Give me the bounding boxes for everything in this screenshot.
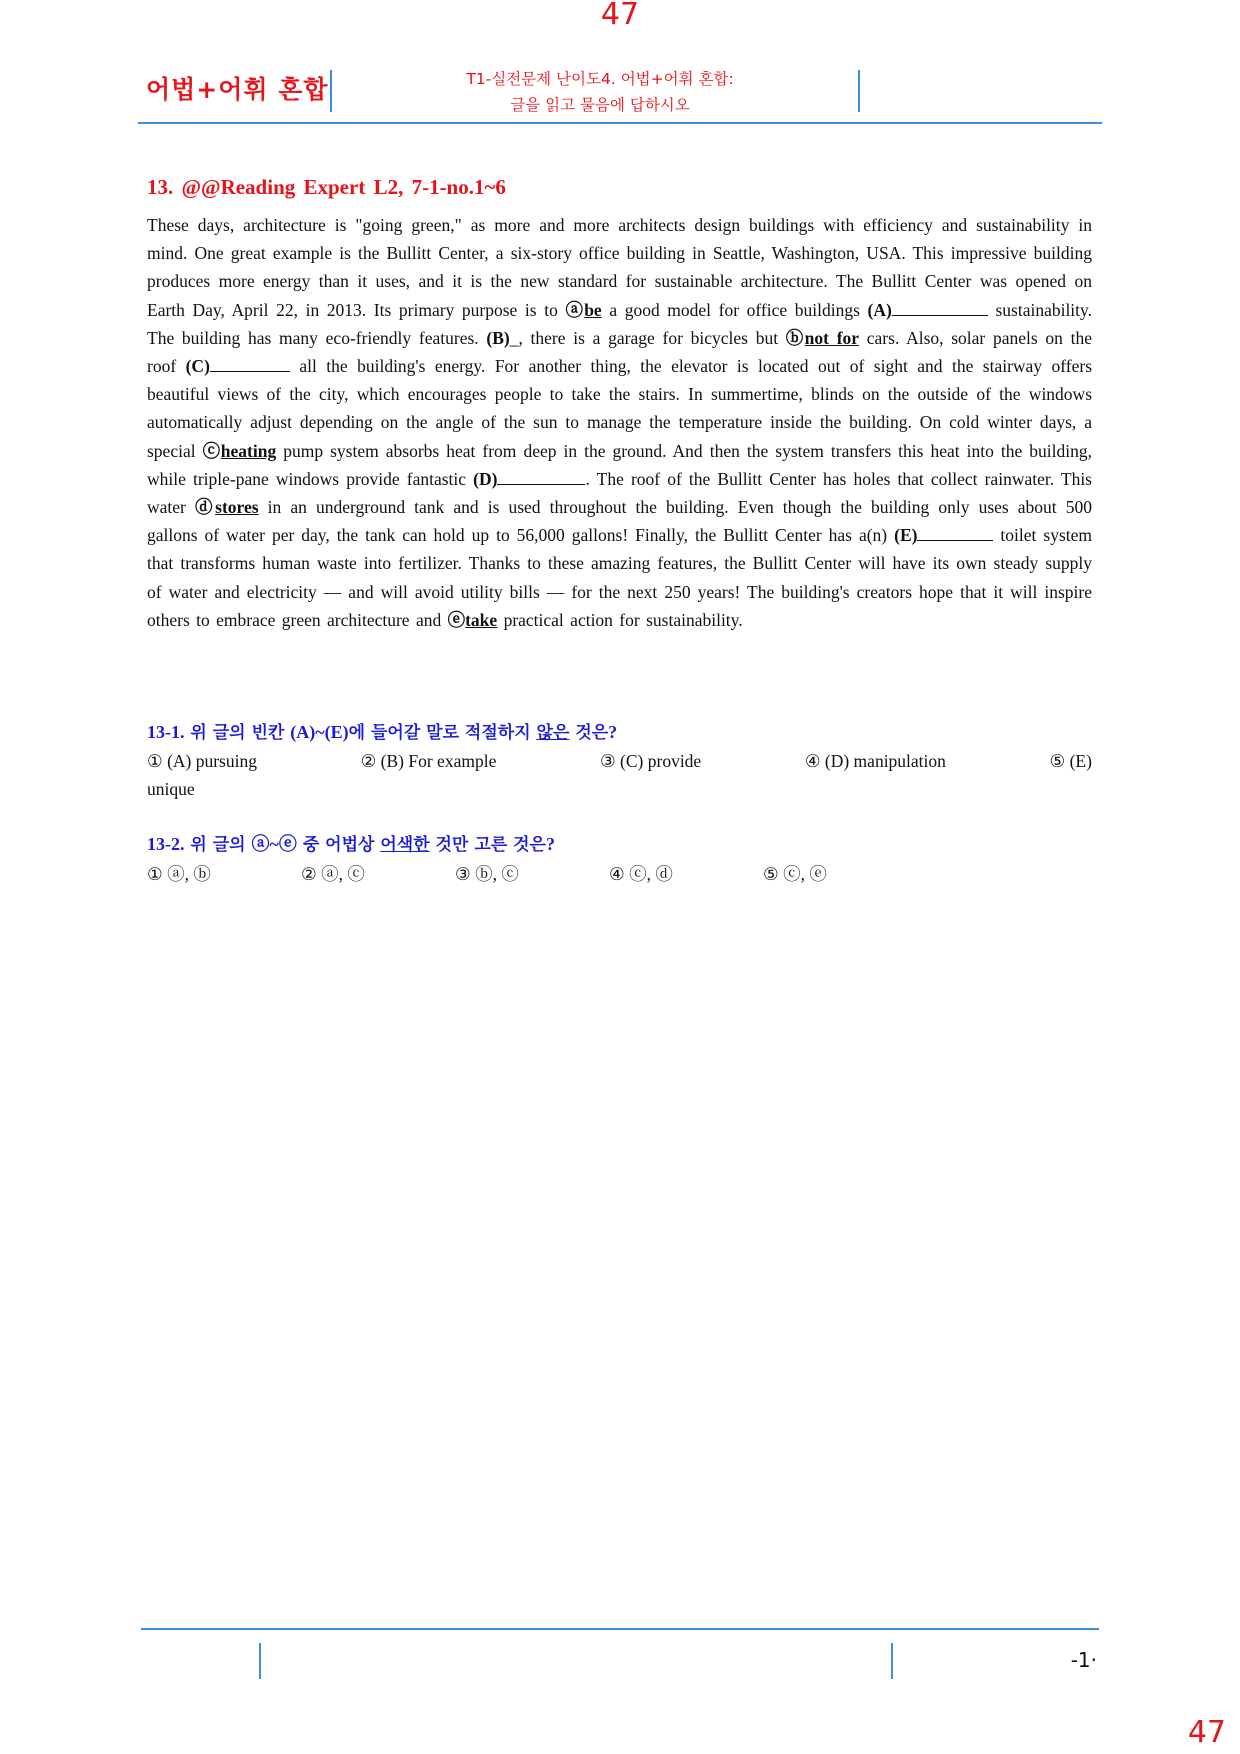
question-emphasis: 어색한 — [380, 835, 430, 855]
options-row — [147, 860, 1092, 888]
target-word-b: not for — [804, 327, 860, 348]
target-word-e: take — [465, 609, 498, 630]
blank-label-A: (A) — [867, 299, 892, 320]
blank-label-E: (E) — [894, 525, 918, 546]
option-5-continued: unique — [147, 779, 195, 799]
reading-passage — [147, 211, 1092, 634]
blank-label-D: (D) — [473, 468, 498, 489]
question-range: ⓐ~ⓔ — [251, 834, 297, 854]
marker-a: ⓐ — [565, 299, 585, 320]
passage-text: sustainability. The building has many eco-friendly features. — [147, 299, 1093, 348]
passage-text: practical action for sustainability. — [497, 609, 743, 630]
header-description-line1: T1-실전문제 난이도4. 어법+어휘 혼합: — [466, 70, 734, 88]
blank-label-B: (B) — [486, 327, 510, 348]
question-text: 것만 고른 것은 — [429, 835, 546, 855]
option-2[interactable]: ② ⓐ, ⓒ — [301, 864, 365, 884]
blank-C — [210, 353, 290, 372]
header-category-title: 어법+어휘 혼합 — [146, 75, 329, 104]
options-row — [147, 747, 1092, 775]
question-mark: ? — [608, 722, 618, 742]
question-text: 중 어법상 — [296, 835, 381, 855]
passage-text: a good model for office buildings — [601, 299, 868, 320]
footer-divider-left — [259, 1643, 261, 1679]
marker-c: ⓒ — [202, 440, 221, 461]
marker-e: ⓔ — [447, 609, 466, 630]
target-word-d: stores — [215, 497, 259, 518]
passage-text: These days, architecture is "going green," as more and more architects design buildings with efficiency and sustainability in mind. One great example is the Bullitt Center, a six-story office building in Seattle, Washington, USA. This impressive building produces more energy than it uses, and it is the new standard for sustainable architecture. The Bullitt Center was opened on Earth Day, April 22, in 2013. Its primary purpose is to — [147, 215, 1092, 320]
blank-D — [497, 466, 585, 485]
marker-b: ⓑ — [785, 327, 805, 348]
option-1[interactable]: ① ⓐ, ⓑ — [147, 864, 211, 884]
passage-text: in an underground tank and is used throughout the building. Even though the building only uses about 500 gallons of water per day, the tank can hold up to 56,000 gallons! Finally, the Bullitt Center has a(n) — [147, 497, 1092, 546]
question-13-2 — [147, 830, 555, 859]
footer-divider-right — [891, 1643, 893, 1679]
question-text: 에 들어갈 말로 적절하지 — [348, 723, 537, 743]
footer-rule — [141, 1628, 1099, 1630]
header-rule — [138, 122, 1102, 124]
answer-options-13-1 — [147, 747, 1092, 803]
target-word-a: be — [584, 299, 602, 320]
question-text: 것은 — [569, 723, 609, 743]
page-number-bottom: 47 — [1187, 1715, 1226, 1750]
option-4[interactable]: ④ (D) manipulation — [804, 751, 946, 771]
blank-E — [917, 522, 993, 541]
passage-text: all the building's energy. For another thing, the elevator is located out of sight and the stairway offers beautiful views of the city, which encourages people to take the stairs. In summertime, blinds on the outside of the windows automatically adjust depending on the angle of the sun to manage the temperature inside the building. On cold winter days, a special — [147, 356, 1093, 461]
question-text: 위 글의 — [184, 835, 252, 855]
option-3[interactable]: ③ (C) provide — [599, 751, 702, 771]
option-5[interactable]: ⑤ (E) — [1049, 751, 1092, 771]
target-word-c: heating — [220, 440, 277, 461]
passage-text: pump system absorbs heat from deep in the ground. And then the system transfers this heat into the building, while triple-pane windows provide fantastic — [147, 440, 1092, 489]
header-description-line2: 글을 읽고 물음에 답하시오 — [510, 96, 690, 114]
question-text: 위 글의 빈칸 — [184, 723, 291, 743]
question-emphasis: 않은 — [536, 723, 570, 743]
page-number-top: 47 — [600, 0, 640, 32]
option-3[interactable]: ③ ⓑ, ⓒ — [455, 864, 519, 884]
blank-label-C: (C) — [185, 356, 210, 377]
answer-options-13-2 — [147, 860, 1092, 888]
option-4[interactable]: ④ ⓒ, ⓓ — [609, 864, 673, 884]
header-description — [336, 66, 864, 118]
option-5[interactable]: ⑤ ⓒ, ⓔ — [763, 864, 827, 884]
question-number: 13-1. — [147, 722, 185, 742]
option-2[interactable]: ② (B) For example — [360, 751, 497, 771]
marker-d: ⓓ — [194, 497, 216, 518]
section-title: 13. @@Reading Expert L2, 7-1-no.1~6 — [147, 175, 506, 199]
blank-A — [892, 297, 988, 316]
question-range: (A)~(E) — [290, 722, 349, 742]
passage-text: _, there is a garage for bicycles but — [509, 327, 786, 348]
passage-text: cars. Also, solar panels on the roof — [147, 327, 1093, 377]
passage-text: . The roof of the Bullitt Center has holes that collect rainwater. This water — [147, 468, 1092, 518]
option-1[interactable]: ① (A) pursuing — [147, 751, 257, 771]
header-divider-right — [858, 70, 860, 112]
header-divider-left — [330, 70, 332, 112]
footer-page-label: -1· — [1070, 1648, 1097, 1672]
passage-text: toilet system that transforms human waste into fertilizer. Thanks to these amazing features, the Bullitt Center will have its own steady supply of water and electricity — and will avoid utility bills — for the next 250 years! The building's creators hope that it will inspire others to embrace green architecture and — [147, 525, 1092, 630]
question-13-1 — [147, 718, 617, 747]
question-mark: ? — [545, 834, 555, 854]
question-number: 13-2. — [147, 834, 185, 854]
